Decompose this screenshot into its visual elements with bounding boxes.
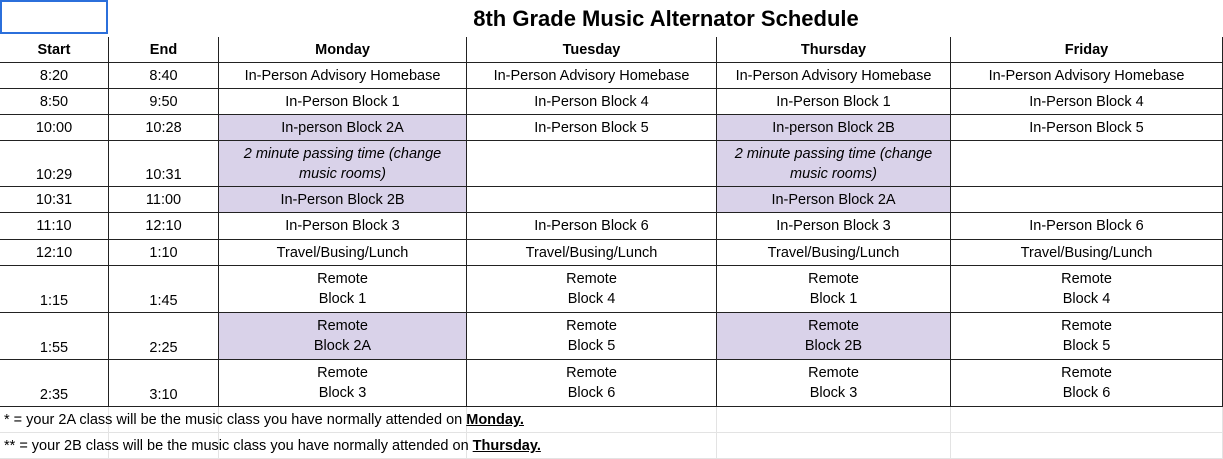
monday-cell[interactable]: In-Person Block 1: [219, 89, 467, 115]
table-row: [0, 89, 1223, 115]
start-time-cell[interactable]: 1:55: [0, 313, 109, 360]
empty-cell[interactable]: [717, 433, 951, 459]
footnote-text: * = your 2A class will be the music class you have normally attended on: [4, 412, 467, 428]
tuesday-cell[interactable]: Remote Block 5: [467, 313, 717, 360]
friday-cell[interactable]: Remote Block 5: [951, 313, 1223, 360]
title-row: [0, 0, 1223, 37]
table-row: [0, 187, 1223, 213]
friday-cell[interactable]: In-Person Block 4: [951, 89, 1223, 115]
start-time-cell[interactable]: 8:50: [0, 89, 109, 115]
footnote-day: Monday.: [466, 412, 524, 428]
header-start[interactable]: Start: [0, 37, 109, 63]
table-row: [0, 213, 1223, 240]
thursday-cell[interactable]: In-person Block 2B: [717, 115, 951, 141]
friday-cell[interactable]: Remote Block 6: [951, 360, 1223, 407]
thursday-cell[interactable]: In-Person Advisory Homebase: [717, 63, 951, 89]
monday-cell[interactable]: In-Person Block 2B: [219, 187, 467, 213]
friday-cell[interactable]: [951, 187, 1223, 213]
end-time-cell[interactable]: 1:10: [109, 240, 219, 266]
header-friday[interactable]: Friday: [951, 37, 1223, 63]
table-row: [0, 115, 1223, 141]
footnote-2b[interactable]: [4, 436, 541, 456]
table-row: [0, 313, 1223, 360]
start-time-cell[interactable]: 10:31: [0, 187, 109, 213]
start-time-cell[interactable]: 8:20: [0, 63, 109, 89]
monday-cell[interactable]: Travel/Busing/Lunch: [219, 240, 467, 266]
monday-cell[interactable]: Remote Block 3: [219, 360, 467, 407]
empty-cell[interactable]: [717, 407, 951, 433]
end-time-cell[interactable]: 8:40: [109, 63, 219, 89]
tuesday-cell[interactable]: In-Person Block 4: [467, 89, 717, 115]
thursday-cell[interactable]: In-Person Block 1: [717, 89, 951, 115]
note-row: [0, 407, 1223, 433]
end-time-cell[interactable]: 10:28: [109, 115, 219, 141]
thursday-cell[interactable]: Remote Block 2B: [717, 313, 951, 360]
tuesday-cell[interactable]: Remote Block 4: [467, 266, 717, 313]
tuesday-cell[interactable]: In-Person Block 5: [467, 115, 717, 141]
end-time-cell[interactable]: 9:50: [109, 89, 219, 115]
header-monday[interactable]: Monday: [219, 37, 467, 63]
start-time-cell[interactable]: 1:15: [0, 266, 109, 313]
selected-cell-a1[interactable]: [0, 0, 108, 34]
end-time-cell[interactable]: 12:10: [109, 213, 219, 240]
tuesday-cell[interactable]: In-Person Block 6: [467, 213, 717, 240]
thursday-cell[interactable]: In-Person Block 3: [717, 213, 951, 240]
thursday-cell[interactable]: 2 minute passing time (change music rooms): [717, 141, 951, 187]
monday-cell[interactable]: In-Person Block 3: [219, 213, 467, 240]
header-tuesday[interactable]: Tuesday: [467, 37, 717, 63]
footnote-2a[interactable]: [4, 410, 524, 430]
end-time-cell[interactable]: 2:25: [109, 313, 219, 360]
tuesday-cell[interactable]: In-Person Advisory Homebase: [467, 63, 717, 89]
table-row: [0, 63, 1223, 89]
friday-cell[interactable]: Remote Block 4: [951, 266, 1223, 313]
footnote-text: ** = your 2B class will be the music class you have normally attended on: [4, 438, 473, 454]
start-time-cell[interactable]: 11:10: [0, 213, 109, 240]
friday-cell[interactable]: In-Person Block 5: [951, 115, 1223, 141]
monday-cell[interactable]: In-Person Advisory Homebase: [219, 63, 467, 89]
friday-cell[interactable]: In-Person Advisory Homebase: [951, 63, 1223, 89]
table-row: [0, 141, 1223, 187]
monday-cell[interactable]: 2 minute passing time (change music rooms): [219, 141, 467, 187]
table-row: [0, 266, 1223, 313]
start-time-cell[interactable]: 12:10: [0, 240, 109, 266]
sheet-title[interactable]: 8th Grade Music Alternator Schedule: [473, 6, 859, 31]
tuesday-cell[interactable]: [467, 141, 717, 187]
note-row: [0, 433, 1223, 459]
end-time-cell[interactable]: 11:00: [109, 187, 219, 213]
start-time-cell[interactable]: 2:35: [0, 360, 109, 407]
footnote-day: Thursday.: [472, 438, 541, 454]
tuesday-cell[interactable]: Travel/Busing/Lunch: [467, 240, 717, 266]
end-time-cell[interactable]: 3:10: [109, 360, 219, 407]
end-time-cell[interactable]: 1:45: [109, 266, 219, 313]
monday-cell[interactable]: In-person Block 2A: [219, 115, 467, 141]
thursday-cell[interactable]: Remote Block 1: [717, 266, 951, 313]
header-end[interactable]: End: [109, 37, 219, 63]
thursday-cell[interactable]: Travel/Busing/Lunch: [717, 240, 951, 266]
header-thursday[interactable]: Thursday: [717, 37, 951, 63]
table-row: [0, 240, 1223, 266]
friday-cell[interactable]: [951, 141, 1223, 187]
tuesday-cell[interactable]: [467, 187, 717, 213]
friday-cell[interactable]: In-Person Block 6: [951, 213, 1223, 240]
header-row: [0, 37, 1223, 63]
start-time-cell[interactable]: 10:29: [0, 141, 109, 187]
tuesday-cell[interactable]: Remote Block 6: [467, 360, 717, 407]
end-time-cell[interactable]: 10:31: [109, 141, 219, 187]
thursday-cell[interactable]: In-Person Block 2A: [717, 187, 951, 213]
monday-cell[interactable]: Remote Block 2A: [219, 313, 467, 360]
thursday-cell[interactable]: Remote Block 3: [717, 360, 951, 407]
table-row: [0, 360, 1223, 407]
start-time-cell[interactable]: 10:00: [0, 115, 109, 141]
empty-cell[interactable]: [951, 407, 1223, 433]
empty-cell[interactable]: [951, 433, 1223, 459]
friday-cell[interactable]: Travel/Busing/Lunch: [951, 240, 1223, 266]
monday-cell[interactable]: Remote Block 1: [219, 266, 467, 313]
